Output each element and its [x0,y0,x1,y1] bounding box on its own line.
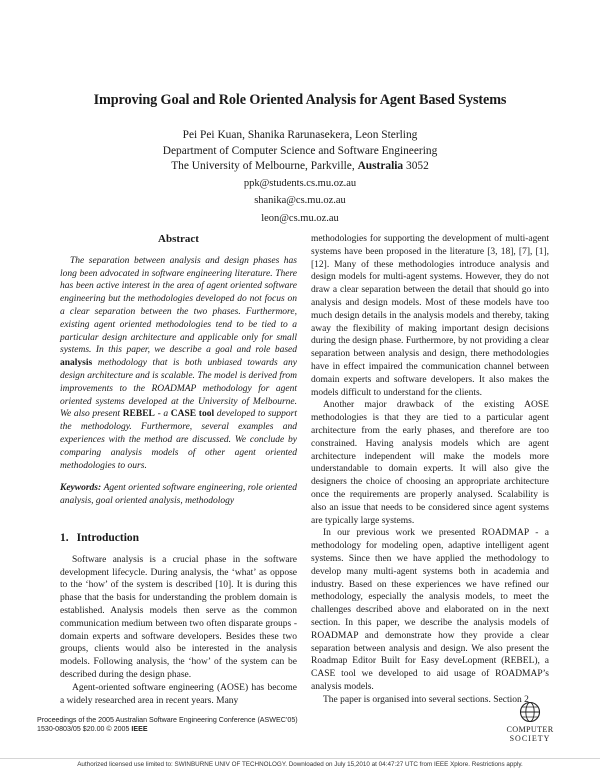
author-department: Department of Computer Science and Software Engineering [162,144,438,157]
abstract-part-a: The separation between analysis and design phases has long been advocated in software engineering literature. There has been active interest in the area of agent oriented software engineering but the methodologies developed do not focus on a clear separation between the two phases. Furthermore, existing agent oriented methodologies tend to be tied to a particular design architecture and applicable only for small systems. In this paper, we describe a goal and role based [60,255,297,356]
right-column [311,233,549,706]
proceedings-footer [37,716,298,734]
abstract-bold-analysis: analysis [60,358,93,369]
abstract-part-b: methodology that is both unbiased towards any design architecture and is scalable. The model is derived from improvements to the ROADMAP methodology for agent oriented systems developed at the University of Melbourne. We also present [60,358,298,420]
author-email-2: shanika@cs.mu.oz.au [254,195,346,207]
intro-paragraph-2: Agent-oriented software engineering (AOSE) has become a widely researched area in recent years. Many [60,682,297,706]
section-heading-introduction [60,532,297,545]
globe-icon [519,701,541,723]
footer-copyright: 1530-0803/05 $20.00 © 2005 [37,725,130,734]
abstract-bold-case: CASE tool [170,409,215,420]
right-paragraph-2: Another major drawback of the existing AOSE methodologies is that they are tied to a particular agent architecture from the early phases, and therefore are too constrained. Having analysis models which are agent architecture independent will make the models more understandable to domain experts. It will also give the designers the choice of choosing an appropriate architecture once the requirements are properly analysed. Scalability is also an issue that needs to be considered since agent systems are typically large systems. [311,400,549,526]
author-block [0,128,600,227]
right-paragraph-1: methodologies for supporting the development of multi-agent systems have been proposed in the literature [3, 18], [7], [1], [12]. Many of these methodologies introduce analysis and design models for multi-agent systems. However, they do not draw a clear separation between the detail that should go into analysis and design models. Most of these models have too much design details in the analysis models and thereby, taking away the flexibility of making important design decisions during the design phase. Furthermore, by not providing a clear separation between analysis and design, there methodologies have in effect impaired the communication channel between domain experts and software developers. It also makes the models difficult to understand for the clients. [311,234,549,398]
abstract-bold-rebel: REBEL [122,409,155,420]
footer-ieee: IEEE [131,725,148,734]
section-title: Introduction [76,531,140,544]
keywords [60,482,297,508]
right-paragraph-4: The paper is organised into several sections. Section 2 [323,694,529,705]
paper-title: Improving Goal and Role Oriented Analysis for Agent Based Systems [93,92,507,108]
logo-line-2: SOCIETY [509,734,551,743]
author-postcode: 3052 [406,160,429,173]
license-divider [0,758,600,759]
abstract-part-c: - a [157,409,169,420]
author-affiliation [0,159,600,175]
author-names: Pei Pei Kuan, Shanika Rarunasekera, Leon Sterling [182,129,418,141]
author-email-3: leon@cs.mu.oz.au [261,212,339,224]
license-notice: Authorized licensed use limited to: SWINBURNE UNIV OF TECHNOLOGY. Downloaded on July 15,2010 at 04:47:27 UTC from IEEE Xplore. Restrictions apply. [77,761,523,768]
footer-line-2 [37,725,298,734]
right-paragraph-3: In our previous work we presented ROADMAP - a methodology for modeling open, adaptive intelligent agent systems. Since then we have applied the methodology to develop many multi-agent systems both in academia and industry. Based on these experiences we have refined our methodology, especially the analysis models, to meet the challenges described above and elaborated on in the next section. In this paper, we describe the analysis models of ROADMAP and demonstrate how they provide a clear separation between analysis and design. We also present the Roadmap Editor Built for Easy deveLopment (REBEL), a CASE tool we developed to aid usage of ROADMAP’s analysis models. [311,528,549,692]
abstract-heading: Abstract [158,233,199,245]
author-email-1: ppk@students.cs.mu.oz.au [243,177,357,189]
footer-line-1: Proceedings of the 2005 Australian Software Engineering Conference (ASWEC’05) [37,716,298,724]
abstract-text [60,255,297,473]
logo-line-1: COMPUTER [506,725,554,734]
left-column [60,233,297,707]
section-number: 1. [60,531,69,544]
abstract-part-d: developed to support the methodology. Furthermore, several examples and experiences with the method are discussed. We conclude by comparing analysis models of other agent oriented methodologies to ours. [60,409,298,471]
keywords-label: Keywords: [60,483,102,494]
author-country: Australia [357,160,404,173]
keywords-text: Agent oriented software engineering, role oriented analysis, goal oriented analysis, methodology [60,483,297,507]
computer-society-logo [503,701,557,743]
intro-paragraph-1: Software analysis is a crucial phase in the software development lifecycle. During analysis, the ‘what’ as oppose to the ‘how’ of the system is described [10]. It is during this phase that the basis for understanding the problem domain is established. Analysis models then serve as the common communication medium between two often disparate groups - domain experts and software developers. Besides these two groups, clients would also be interested in the analysis models. Following analysis, the ‘how’ of the system can be described during the design phase. [60,554,297,680]
author-university: The University of Melbourne, Parkville, [171,160,355,173]
